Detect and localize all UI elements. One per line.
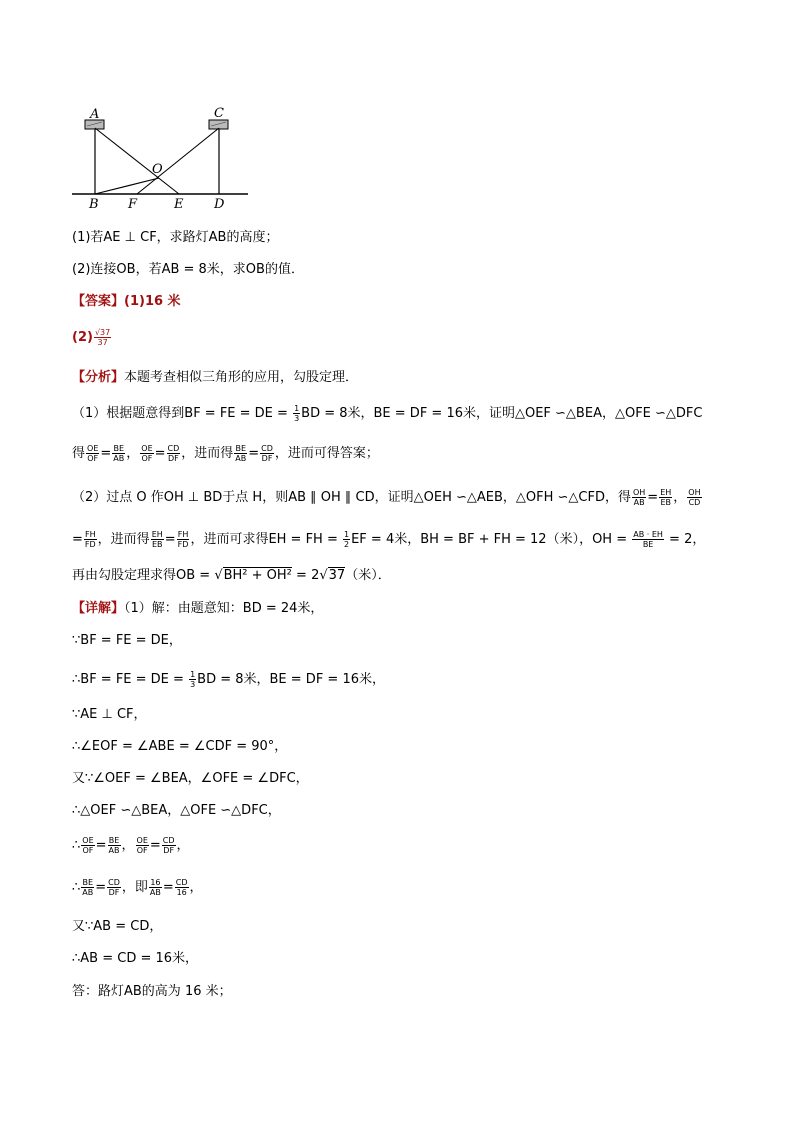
label-b: B — [89, 197, 99, 212]
answer: 【答案】(1)16 米 — [72, 294, 181, 309]
detail-line-8: ∴ $\frac{OE}{OF}$ = $\frac{BE}{AB}$ ， $\frac{OE}{OF}$ = $\frac{CD}{DF}$ ， — [72, 836, 190, 855]
label-a: A — [90, 107, 100, 122]
analysis-line-2: 得 $\frac{OE}{OF}$ = $\frac{BE}{AB}$ ， $\frac{OE}{OF}$ = $\frac{CD}{DF}$ ，进而得 $\frac{BE}{AB}$ = $\frac{CD}{DF}$ ，进而可得答案； — [72, 444, 379, 463]
detail-line-12: 答：路灯AB的高为 16 米； — [72, 984, 232, 999]
detail-line-7: ∴△OEF ∽△BEA，△OFE ∽△DFC， — [72, 803, 281, 818]
label-f: F — [128, 197, 138, 212]
question-1: (1)若AE ⊥ CF，求路灯AB的高度； — [72, 230, 279, 245]
detail-line-11: ∴AB = CD = 16米， — [72, 951, 199, 966]
geometry-figure — [66, 100, 256, 212]
detail-line-4: ∵AE ⊥ CF， — [72, 707, 147, 722]
analysis-heading: 【分析】本题考查相似三角形的应用，勾股定理． — [72, 370, 359, 385]
detail-line-6: 又∵∠OEF = ∠BEA，∠OFE = ∠DFC， — [72, 771, 309, 786]
analysis-line-4: = $\frac{FH}{FD}$ ，进而得 $\frac{EH}{EB}$ = $\frac{FH}{FD}$ ，进而可求得EH = FH = $\frac{1}{2}$ EF = 4米，BH = BF + FH = 12（米），OH = $\frac{AB \cdot EH}{BE}$ = 2， — [72, 530, 706, 549]
detail-line-3: ∴BF = FE = DE = $\frac{1}{3}$ BD = 8米，BE = DF = 16米， — [72, 670, 385, 689]
lamp-c-icon — [209, 120, 228, 129]
detail-heading: 【详解】（1）解：由题意知：BD = 24米， — [72, 601, 324, 616]
line-ae — [95, 128, 179, 194]
question-2: (2)连接OB，若AB = 8米，求OB的值． — [72, 262, 304, 277]
analysis-line-5: 再由勾股定理求得OB = √BH² + OH² = 2√37（米）． — [72, 568, 391, 583]
analysis-line-3: （2）过点 O 作OH ⊥ BD于点 H，则AB ∥ OH ∥ CD，证明△OEH ∽△AEB，△OFH ∽△CFD，得 $\frac{OH}{AB}$ = $\frac{EH}{EB}$ ， $\frac{OH}{CD}$ — [72, 488, 701, 507]
label-c: C — [214, 106, 224, 121]
detail-line-2: ∵BF = FE = DE， — [72, 633, 182, 648]
label-d: D — [214, 197, 225, 212]
detail-line-9: ∴ $\frac{BE}{AB}$ = $\frac{CD}{DF}$ ，即 $\frac{16}{AB}$ = $\frac{CD}{16}$ ， — [72, 878, 203, 897]
answer-2: (2) $\frac{√37}{37}$ — [72, 328, 111, 347]
detail-line-10: 又∵AB = CD， — [72, 919, 163, 934]
label-o: O — [152, 162, 163, 177]
line-cf — [137, 128, 219, 194]
line-ob — [95, 178, 159, 194]
analysis-line-1: （1）根据题意得到BF = FE = DE = $\frac{1}{3}$ BD = 8米，BE = DF = 16米，证明△OEF ∽△BEA，△OFE ∽△DFC — [72, 404, 703, 423]
label-e: E — [174, 197, 184, 212]
detail-line-5: ∴∠EOF = ∠ABE = ∠CDF = 90°， — [72, 739, 288, 754]
